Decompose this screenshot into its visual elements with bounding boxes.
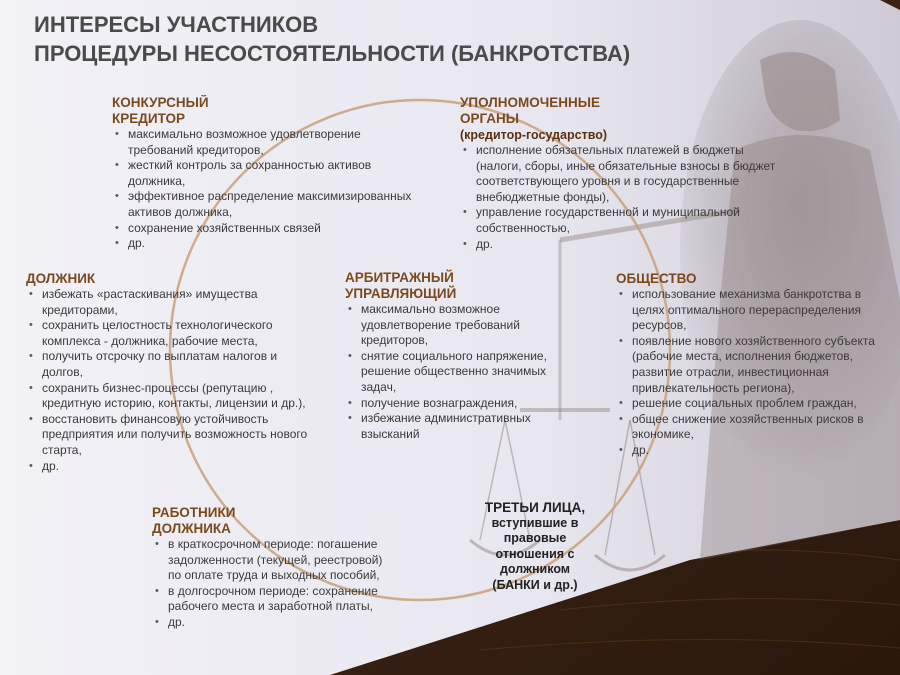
third-parties-line-5: (БАНКИ и др.) bbox=[492, 577, 578, 592]
authorized-bodies-block bbox=[460, 95, 790, 252]
list-item: • общее снижение хозяйственных рисков в экономике, bbox=[616, 412, 888, 443]
arbitration-manager-block bbox=[345, 270, 570, 442]
list-item: • сохранить целостность технологического комплекса - должника, рабочие места, bbox=[26, 318, 311, 349]
competitive-creditor-block bbox=[112, 95, 412, 252]
arbitration-manager-heading-1: АРБИТРАЖНЫЙ bbox=[345, 270, 454, 285]
list-item: • исполнение обязательных платежей в бюджеты (налоги, сборы, иные обязательные взносы в бюджет соответствующего уровня и в государственные внебюджетные фонды), bbox=[460, 143, 790, 205]
competitive-creditor-heading-1: КОНКУРСНЫЙ bbox=[112, 95, 209, 110]
list-item: • появление нового хозяйственного субъекта (рабочие места, исполнения бюджетов, развитие отрасли, инвестиционная привлекательность региона), bbox=[616, 334, 888, 396]
list-item: • избежание административных взысканий bbox=[345, 411, 570, 442]
list-item: • снятие социального напряжение, решение общественно значимых задач, bbox=[345, 349, 570, 396]
authorized-bodies-subheading: (кредитор-государство) bbox=[460, 128, 608, 142]
authorized-bodies-heading-2: ОРГАНЫ bbox=[460, 111, 520, 126]
list-item: • др. bbox=[112, 236, 412, 252]
list-item: • управление государственной и муниципальной собственностью, bbox=[460, 205, 790, 236]
debtor-list bbox=[26, 287, 311, 474]
authorized-bodies-list bbox=[460, 143, 790, 252]
list-item: • др. bbox=[460, 237, 790, 253]
list-item: • сохранение хозяйственных связей bbox=[112, 221, 412, 237]
list-item: • получить отсрочку по выплатам налогов и долгов, bbox=[26, 349, 311, 380]
list-item: • др. bbox=[26, 459, 311, 475]
list-item: • др. bbox=[616, 443, 888, 459]
society-list bbox=[616, 287, 888, 459]
authorized-bodies-heading-1: УПОЛНОМОЧЕННЫЕ bbox=[460, 95, 600, 110]
list-item: • восстановить финансовую устойчивость предприятия или получить возможность нового старта, bbox=[26, 412, 311, 459]
third-parties-line-2: правовые bbox=[503, 531, 567, 546]
list-item: • сохранить бизнес-процессы (репутацию , кредитную историю, контакты, лицензии и др.), bbox=[26, 381, 311, 412]
debtor-heading: ДОЛЖНИК bbox=[26, 271, 96, 286]
list-item: • получение вознаграждения, bbox=[345, 396, 570, 412]
list-item: • в краткосрочном периоде: погашение задолженности (текущей, реестровой) по оплате труда и выходных пособий, bbox=[152, 537, 387, 584]
list-item: • в долгосрочном периоде: сохранение рабочего места и заработной платы, bbox=[152, 584, 387, 615]
society-block bbox=[616, 271, 888, 459]
list-item: • максимально возможное удовлетворение требований кредиторов, bbox=[345, 302, 570, 349]
list-item: • эффективное распределение максимизированных активов должника, bbox=[112, 189, 412, 220]
list-item: • максимально возможное удовлетворение требований кредиторов, bbox=[112, 127, 412, 158]
arbitration-manager-heading-2: УПРАВЛЯЮЩИЙ bbox=[345, 286, 457, 301]
page-title bbox=[34, 10, 794, 68]
employees-list bbox=[152, 537, 387, 631]
list-item: • др. bbox=[152, 615, 387, 631]
competitive-creditor-heading-2: КРЕДИТОР bbox=[112, 111, 185, 126]
list-item: • жесткий контроль за сохранностью активов должника, bbox=[112, 158, 412, 189]
competitive-creditor-list bbox=[112, 127, 412, 252]
debtor-block bbox=[26, 271, 311, 474]
employees-heading-2: ДОЛЖНИКА bbox=[152, 521, 231, 536]
third-parties-line-1: вступившие в bbox=[491, 515, 579, 530]
third-parties-block bbox=[470, 500, 600, 594]
third-parties-line-3: отношения с bbox=[495, 546, 575, 561]
title-line-1: ИНТЕРЕСЫ УЧАСТНИКОВ bbox=[34, 12, 319, 37]
title-line-2: ПРОЦЕДУРЫ НЕСОСТОЯТЕЛЬНОСТИ (БАНКРОТСТВА) bbox=[34, 41, 631, 66]
employees-block bbox=[152, 505, 387, 631]
society-heading: ОБЩЕСТВО bbox=[616, 271, 697, 286]
list-item: • использование механизма банкротства в целях оптимального перераспределения ресурсов, bbox=[616, 287, 888, 334]
list-item: • решение социальных проблем граждан, bbox=[616, 396, 888, 412]
third-parties-line-4: должником bbox=[499, 562, 571, 577]
third-parties-heading: ТРЕТЬИ ЛИЦА, bbox=[484, 500, 586, 515]
list-item: • избежать «растаскивания» имущества кредиторами, bbox=[26, 287, 311, 318]
arbitration-manager-list bbox=[345, 302, 570, 442]
employees-heading-1: РАБОТНИКИ bbox=[152, 505, 236, 520]
